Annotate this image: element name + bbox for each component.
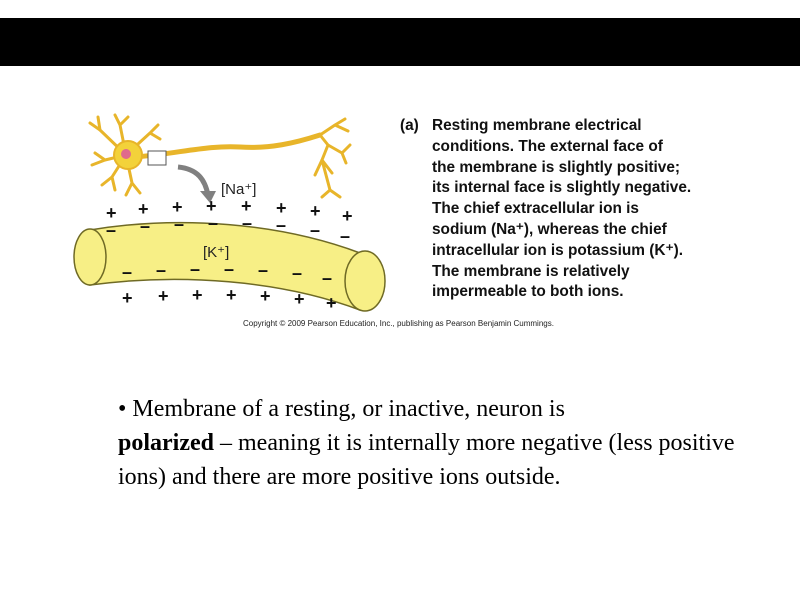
minus-sign: – (340, 226, 351, 246)
plus-sign: + (226, 285, 237, 305)
minus-sign: – (322, 268, 333, 288)
bullet-paragraph (118, 392, 758, 494)
minus-sign: – (242, 213, 253, 233)
minus-sign: – (258, 260, 269, 280)
plus-sign: + (342, 206, 353, 226)
minus-sign: – (106, 220, 117, 240)
figure-caption (400, 116, 740, 303)
caption-line: impermeable to both ions. (432, 283, 624, 301)
minus-sign: – (224, 259, 235, 279)
plus-sign: + (158, 286, 169, 306)
plus-sign: + (294, 289, 305, 309)
plus-sign: + (206, 196, 217, 216)
plus-sign: + (326, 293, 337, 313)
plus-sign: + (192, 285, 203, 305)
minus-sign: – (276, 215, 287, 235)
minus-sign: – (174, 214, 185, 234)
title-bar (0, 18, 800, 66)
zoom-arrow (178, 167, 208, 195)
caption-line: its internal face is slightly negative. (432, 179, 692, 197)
plus-sign: + (310, 201, 321, 221)
caption-line: The chief extracellular ion is (432, 200, 639, 218)
plus-sign: + (122, 288, 133, 308)
outer-bottom-plus-row (122, 285, 337, 313)
plus-sign: + (138, 199, 149, 219)
bullet-marker: • (118, 396, 127, 422)
minus-sign: – (208, 213, 219, 233)
sodium-label: [Na⁺] (221, 181, 257, 198)
minus-sign: – (292, 263, 303, 283)
potassium-label: [K⁺] (203, 244, 230, 261)
caption-line: conditions. The external face of (432, 137, 663, 155)
minus-sign: – (310, 220, 321, 240)
plus-sign: + (276, 198, 287, 218)
caption-line: intracellular ion is potassium (K⁺). (432, 241, 683, 259)
zoom-box (148, 151, 166, 165)
caption-line: the membrane is slightly positive; (432, 158, 681, 176)
bullet-text-part1: Membrane of a resting, or inactive, neuron is (132, 396, 565, 422)
plus-sign: + (260, 286, 271, 306)
axon-left-end (74, 229, 106, 285)
plus-sign: + (241, 196, 252, 216)
resting-membrane-figure (60, 105, 400, 315)
caption-line: (a) Resting membrane electrical (400, 116, 740, 137)
plus-sign: + (106, 203, 117, 223)
bullet-bold-term: polarized (118, 430, 214, 456)
minus-sign: – (140, 216, 151, 236)
neuron-nucleus (121, 149, 131, 159)
caption-line: The membrane is relatively (432, 262, 630, 280)
minus-sign: – (122, 262, 133, 282)
minus-sign: – (190, 259, 201, 279)
minus-sign: – (156, 260, 167, 280)
copyright-notice: Copyright © 2009 Pearson Education, Inc., publishing as Pearson Benjamin Cummings. (243, 319, 554, 328)
axon-right-end (345, 251, 385, 311)
caption-label: (a) (400, 117, 419, 134)
bullet-text-part2: – meaning it is internally more negative (less positive ions) and there are more positive ions outside. (118, 430, 735, 490)
caption-line: sodium (Na⁺), whereas the chief (432, 220, 667, 238)
plus-sign: + (172, 197, 183, 217)
